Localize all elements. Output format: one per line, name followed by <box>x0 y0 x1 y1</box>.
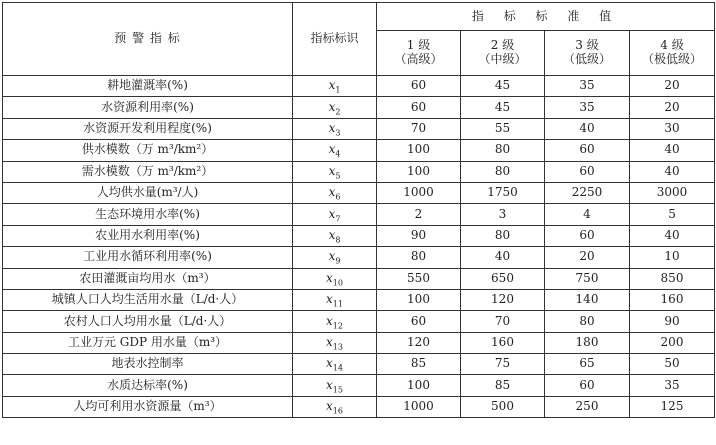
level-1-value: 1000 <box>377 182 461 203</box>
level-1-value: 2 <box>377 204 461 225</box>
table-row <box>3 76 715 97</box>
indicator-code-var: x <box>328 78 336 93</box>
level-4-value: 160 <box>630 289 715 310</box>
level-4-value: 40 <box>630 161 715 182</box>
warning-indicator-table <box>2 2 715 418</box>
level-1-value: 80 <box>377 247 461 268</box>
level-3-value: 35 <box>545 76 630 97</box>
level-4-value: 5 <box>630 204 715 225</box>
level-4-value: 20 <box>630 76 715 97</box>
indicator-code <box>293 76 377 97</box>
level-2-value: 500 <box>461 396 545 417</box>
level-3-value: 750 <box>545 268 630 289</box>
level-3-value: 20 <box>545 247 630 268</box>
table-row <box>3 247 715 268</box>
indicator-code <box>293 225 377 246</box>
indicator-code-sub: 16 <box>332 406 343 416</box>
indicator-code-sub: 8 <box>335 235 341 245</box>
indicator-name: 工业用水循环利用率(%) <box>3 247 293 268</box>
indicator-name: 水资源利用率(%) <box>3 97 293 118</box>
level-2-value: 75 <box>461 354 545 375</box>
table-row <box>3 182 715 203</box>
level-3-value: 180 <box>545 332 630 353</box>
header-level-4: 4 级 （极低级） <box>630 31 715 76</box>
indicator-code-var: x <box>328 163 336 178</box>
header-standard: 指 标 标 准 值 <box>377 3 715 31</box>
table-row <box>3 97 715 118</box>
indicator-code-sub: 12 <box>332 320 343 330</box>
indicator-name: 地表水控制率 <box>3 354 293 375</box>
level-2-value: 80 <box>461 225 545 246</box>
indicator-name: 城镇人口人均生活用水量（L/d·人） <box>3 289 293 310</box>
indicator-code <box>293 97 377 118</box>
header-row-top <box>3 3 715 31</box>
level-4-value: 30 <box>630 118 715 139</box>
indicator-code-sub: 14 <box>332 363 343 373</box>
indicator-name: 农田灌溉亩均用水（m³） <box>3 268 293 289</box>
level-3-value: 60 <box>545 375 630 396</box>
indicator-code-sub: 10 <box>332 278 343 288</box>
indicator-name: 农业用水利用率(%) <box>3 225 293 246</box>
level-3-value: 60 <box>545 225 630 246</box>
level-3-value: 140 <box>545 289 630 310</box>
indicator-code-sub: 9 <box>335 256 341 266</box>
level-4-value: 200 <box>630 332 715 353</box>
indicator-code <box>293 140 377 161</box>
indicator-code-sub: 15 <box>332 385 343 395</box>
indicator-code-sub: 2 <box>335 107 341 117</box>
indicator-name: 人均供水量(m³/人) <box>3 182 293 203</box>
level-1-value: 100 <box>377 375 461 396</box>
header-level-3: 3 级 （低级） <box>545 31 630 76</box>
indicator-code-var: x <box>328 185 336 200</box>
indicator-code-var: x <box>328 121 336 136</box>
header-level-2: 2 级 （中级） <box>461 31 545 76</box>
level-1-value: 550 <box>377 268 461 289</box>
level-2-value: 1750 <box>461 182 545 203</box>
level-2-value: 85 <box>461 375 545 396</box>
level-2-value: 80 <box>461 161 545 182</box>
level-2-value: 160 <box>461 332 545 353</box>
indicator-code <box>293 375 377 396</box>
level-1-value: 60 <box>377 97 461 118</box>
level-4-value: 20 <box>630 97 715 118</box>
indicator-code <box>293 289 377 310</box>
level-3-value: 60 <box>545 140 630 161</box>
level-3-value: 4 <box>545 204 630 225</box>
level-1-value: 100 <box>377 140 461 161</box>
level-2-value: 40 <box>461 247 545 268</box>
level-1-value: 60 <box>377 311 461 332</box>
level-4-value: 50 <box>630 354 715 375</box>
level-2-value: 3 <box>461 204 545 225</box>
level-3-value: 65 <box>545 354 630 375</box>
level-4-value: 10 <box>630 247 715 268</box>
level-1-value: 70 <box>377 118 461 139</box>
level-1-value: 120 <box>377 332 461 353</box>
level-2-value: 45 <box>461 76 545 97</box>
indicator-code <box>293 332 377 353</box>
indicator-name: 人均可利用水资源量（m³） <box>3 396 293 417</box>
level-2-value: 55 <box>461 118 545 139</box>
level-3-value: 40 <box>545 118 630 139</box>
indicator-code-var: x <box>328 249 336 264</box>
table-row <box>3 161 715 182</box>
level-1-value: 90 <box>377 225 461 246</box>
indicator-code-var: x <box>328 142 336 157</box>
level-1-value: 100 <box>377 161 461 182</box>
level-4-value: 3000 <box>630 182 715 203</box>
indicator-code-var: x <box>328 206 336 221</box>
level-4-value: 40 <box>630 225 715 246</box>
indicator-code-sub: 4 <box>335 149 341 159</box>
table-row <box>3 396 715 417</box>
indicator-name: 农村人口人均用水量（L/d·人） <box>3 311 293 332</box>
indicator-code <box>293 311 377 332</box>
indicator-code <box>293 268 377 289</box>
level-2-value: 45 <box>461 97 545 118</box>
indicator-code <box>293 204 377 225</box>
indicator-code-sub: 6 <box>335 192 341 202</box>
header-code: 指标标识 <box>293 3 377 76</box>
indicator-code-var: x <box>326 313 333 328</box>
indicator-code <box>293 118 377 139</box>
table-row <box>3 225 715 246</box>
indicator-name: 工业万元 GDP 用水量（m³） <box>3 332 293 353</box>
indicator-code <box>293 161 377 182</box>
indicator-name: 供水模数（万 m³/km²） <box>3 140 293 161</box>
indicator-code-var: x <box>326 377 333 392</box>
level-2-value: 80 <box>461 140 545 161</box>
level-3-value: 250 <box>545 396 630 417</box>
table-body <box>3 76 715 418</box>
table-row <box>3 289 715 310</box>
level-3-value: 60 <box>545 161 630 182</box>
indicator-code-sub: 13 <box>332 342 343 352</box>
level-1-value: 1000 <box>377 396 461 417</box>
table-row <box>3 375 715 396</box>
indicator-name: 生态环境用水率(%) <box>3 204 293 225</box>
table-row <box>3 311 715 332</box>
level-4-value: 850 <box>630 268 715 289</box>
table-row <box>3 332 715 353</box>
indicator-code <box>293 182 377 203</box>
indicator-code-var: x <box>326 399 333 414</box>
table-row <box>3 140 715 161</box>
level-1-value: 100 <box>377 289 461 310</box>
level-3-value: 2250 <box>545 182 630 203</box>
indicator-code-sub: 7 <box>335 214 341 224</box>
level-1-value: 60 <box>377 76 461 97</box>
header-level-1: 1 级 （高级） <box>377 31 461 76</box>
indicator-code-var: x <box>328 99 336 114</box>
indicator-code-var: x <box>326 334 333 349</box>
indicator-code <box>293 396 377 417</box>
indicator-name: 水质达标率(%) <box>3 375 293 396</box>
header-indicator: 预 警 指 标 <box>3 3 293 76</box>
indicator-code-sub: 3 <box>335 128 341 138</box>
level-4-value: 35 <box>630 375 715 396</box>
table-row <box>3 118 715 139</box>
level-3-value: 35 <box>545 97 630 118</box>
level-2-value: 650 <box>461 268 545 289</box>
level-3-value: 80 <box>545 311 630 332</box>
indicator-code-sub: 11 <box>332 299 343 309</box>
indicator-name: 耕地灌溉率(%) <box>3 76 293 97</box>
indicator-code <box>293 354 377 375</box>
indicator-code <box>293 247 377 268</box>
indicator-code-sub: 1 <box>335 85 341 95</box>
level-4-value: 125 <box>630 396 715 417</box>
indicator-code-sub: 5 <box>335 171 341 181</box>
indicator-code-var: x <box>326 292 333 307</box>
indicator-name: 水资源开发利用程度(%) <box>3 118 293 139</box>
indicator-code-var: x <box>326 356 333 371</box>
indicator-name: 需水模数（万 m³/km²） <box>3 161 293 182</box>
level-2-value: 120 <box>461 289 545 310</box>
level-2-value: 70 <box>461 311 545 332</box>
level-4-value: 40 <box>630 140 715 161</box>
table-row <box>3 354 715 375</box>
table-row <box>3 204 715 225</box>
level-1-value: 85 <box>377 354 461 375</box>
table-row <box>3 268 715 289</box>
level-4-value: 90 <box>630 311 715 332</box>
indicator-code-var: x <box>328 228 336 243</box>
indicator-code-var: x <box>326 270 333 285</box>
